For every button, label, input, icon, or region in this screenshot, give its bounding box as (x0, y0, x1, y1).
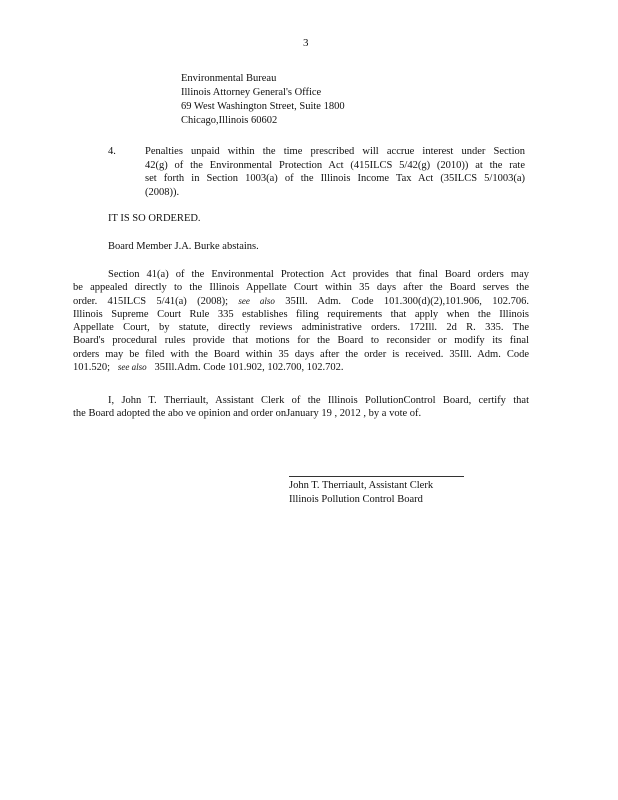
address-line: Environmental Bureau (181, 73, 277, 84)
abstention-statement: Board Member J.A. Burke abstains. (108, 241, 259, 252)
see-also-signal: see also (238, 295, 275, 306)
paragraph-line: Board's procedural rules provide that motions for the Board to reconsider or modify its final (73, 335, 529, 347)
certification-paragraph (73, 394, 529, 421)
signer-organization: Illinois Pollution Control Board (289, 494, 423, 505)
signature-block (289, 479, 433, 507)
appeal-paragraph (73, 268, 529, 374)
page-number: 3 (303, 37, 309, 49)
citation-text: 35Ill.Adm. Code 101.902, 102.700, 102.702. (154, 362, 344, 374)
paragraph-line: Appellate Court, by statute, directly reviews administrative orders. 172Ill. 2d R. 335. The (73, 322, 529, 334)
item-line: (2008)). (145, 186, 180, 198)
paragraph-line: orders may be filed with the Board within 35 days after the order is received. 35Ill. Adm. Code (73, 348, 529, 360)
ordered-statement: IT IS SO ORDERED. (108, 213, 201, 224)
paragraph-line: the Board adopted the abo ve opinion and order onJanuary 19 , 2012 , by a vote of. (73, 408, 422, 420)
citation-text: 35Ill. Adm. Code 101.300(d)(2),101.906, 102.706. (285, 295, 530, 307)
paragraph-line (73, 295, 529, 308)
address-block (181, 72, 345, 128)
signer-name: John T. Therriault, Assistant Clerk (289, 480, 434, 491)
item-line: set forth in Section 1003(a) of the Illinois Income Tax Act (35ILCS 5/1003(a) (145, 173, 525, 184)
citation-text: 101.520; (73, 362, 111, 374)
address-line: Chicago,Illinois 60602 (181, 115, 278, 126)
see-also-signal: see also (117, 362, 147, 373)
signature-line (289, 476, 464, 477)
item-line: Penalties unpaid within the time prescribed will accrue interest under Section (145, 146, 525, 157)
item-number: 4. (108, 146, 116, 157)
paragraph-line: Section 41(a) of the Environmental Protection Act provides that final Board orders may (108, 269, 529, 280)
paragraph-line: Illinois Supreme Court Rule 335 establishes filing requirements that apply when the Illinois (73, 308, 529, 320)
paragraph-line: I, John T. Therriault, Assistant Clerk of the Illinois PollutionControl Board, certify that (108, 395, 529, 406)
address-line: Illinois Attorney General's Office (181, 87, 322, 98)
citation-text: order. 415ILCS 5/41(a) (2008); (73, 295, 228, 307)
item-line: 42(g) of the Environmental Protection Act (415ILCS 5/42(g) (2010)) at the rate (145, 159, 525, 171)
address-line: 69 West Washington Street, Suite 1800 (181, 101, 345, 112)
paragraph-line (73, 361, 529, 374)
item-4-text (145, 145, 525, 199)
paragraph-line: be appealed directly to the Illinois Appellate Court within 35 days after the Board serves the (73, 282, 529, 294)
